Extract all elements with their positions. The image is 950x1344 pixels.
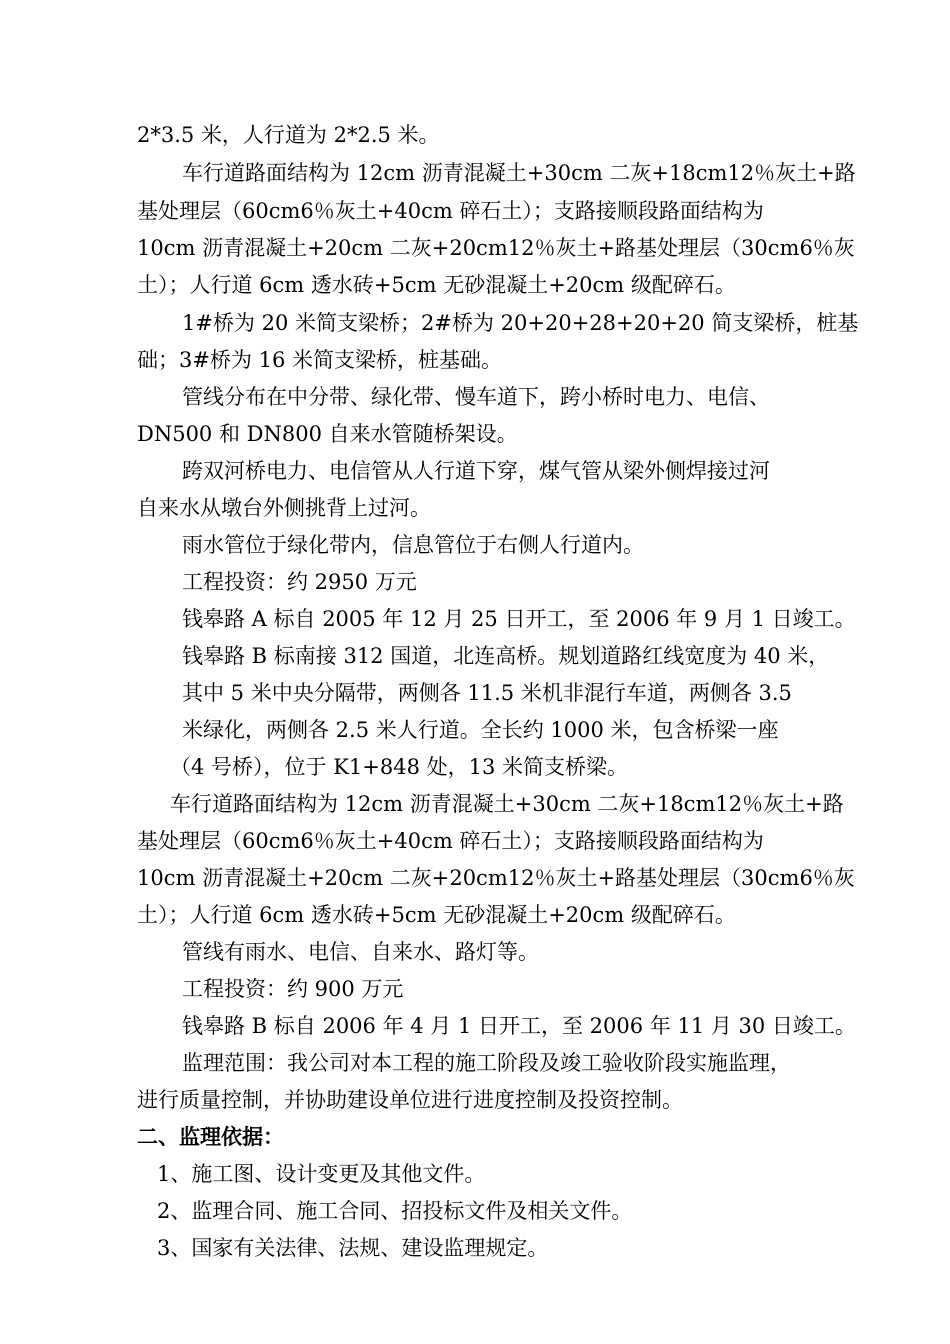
text-line: 土）；人行道 6cm 透水砖+5cm 无砂混凝土+20cm 级配碎石。 <box>137 273 736 297</box>
text-line: 10cm 沥青混凝土+20cm 二灰+20cm12％灰土+路基处理层（30cm6％灰 <box>137 236 855 260</box>
text-line: 管线分布在中分带、绿化带、慢车道下，跨小桥时电力、电信、 <box>182 385 770 409</box>
text-line: 进行质量控制，并协助建设单位进行进度控制及投资控制。 <box>137 1088 683 1112</box>
text-line: 监理范围：我公司对本工程的施工阶段及竣工验收阶段实施监理， <box>182 1051 791 1075</box>
text-line: 自来水从墩台外侧挑背上过河。 <box>137 496 431 520</box>
list-item: 2、监理合同、施工合同、招投标文件及相关文件。 <box>157 1199 633 1223</box>
text-line: 基处理层（60cm6％灰土+40cm 碎石土）；支路接顺段路面结构为 <box>137 829 764 853</box>
text-line: 土）；人行道 6cm 透水砖+5cm 无砂混凝土+20cm 级配碎石。 <box>137 903 736 927</box>
text-line: 钱皋路 B 标南接 312 国道，北连高桥。规划道路红线宽度为 40 米， <box>182 644 830 668</box>
list-item: 1、施工图、设计变更及其他文件。 <box>157 1162 486 1186</box>
text-line: 工程投资：约 2950 万元 <box>182 570 417 594</box>
text-line: 管线有雨水、电信、自来水、路灯等。 <box>182 940 539 964</box>
text-line: 其中 5 米中央分隔带，两侧各 11.5 米机非混行车道，两侧各 3.5 <box>182 681 792 705</box>
text-line: 工程投资：约 900 万元 <box>182 977 404 1001</box>
section-heading: 二、监理依据： <box>137 1124 284 1149</box>
text-line: 基处理层（60cm6％灰土+40cm 碎石土）；支路接顺段路面结构为 <box>137 199 764 223</box>
text-line: 车行道路面结构为 12cm 沥青混凝土+30cm 二灰+18cm12％灰土+路 <box>182 161 856 185</box>
text-line: 米绿化，两侧各 2.5 米人行道。全长约 1000 米，包含桥梁一座 <box>182 718 779 742</box>
list-item: 3、国家有关法律、法规、建设监理规定。 <box>157 1236 549 1260</box>
text-line: 跨双河桥电力、电信管从人行道下穿，煤气管从梁外侧焊接过河 <box>182 459 770 483</box>
text-line: 钱皋路 B 标自 2006 年 4 月 1 日开工，至 2006 年 11 月 30 日竣工。 <box>182 1014 856 1038</box>
text-line: 雨水管位于绿化带内，信息管位于右侧人行道内。 <box>182 533 644 557</box>
text-line: DN500 和 DN800 自来水管随桥架设。 <box>137 422 518 446</box>
text-line: 2*3.5 米，人行道为 2*2.5 米。 <box>137 123 440 147</box>
text-line: 础；3#桥为 16 米简支梁桥，桩基础。 <box>137 348 503 372</box>
text-line: 钱皋路 A 标自 2005 年 12 月 25 日开工，至 2006 年 9 月 1 日竣工。 <box>182 607 856 631</box>
text-line: （4 号桥），位于 K1+848 处，13 米简支桥梁。 <box>170 755 629 779</box>
text-line: 1#桥为 20 米简支梁桥；2#桥为 20+20+28+20+20 简支梁桥，桩基 <box>182 311 859 335</box>
text-line: 车行道路面结构为 12cm 沥青混凝土+30cm 二灰+18cm12％灰土+路 <box>170 792 844 816</box>
text-line: 10cm 沥青混凝土+20cm 二灰+20cm12％灰土+路基处理层（30cm6％灰 <box>137 866 855 890</box>
